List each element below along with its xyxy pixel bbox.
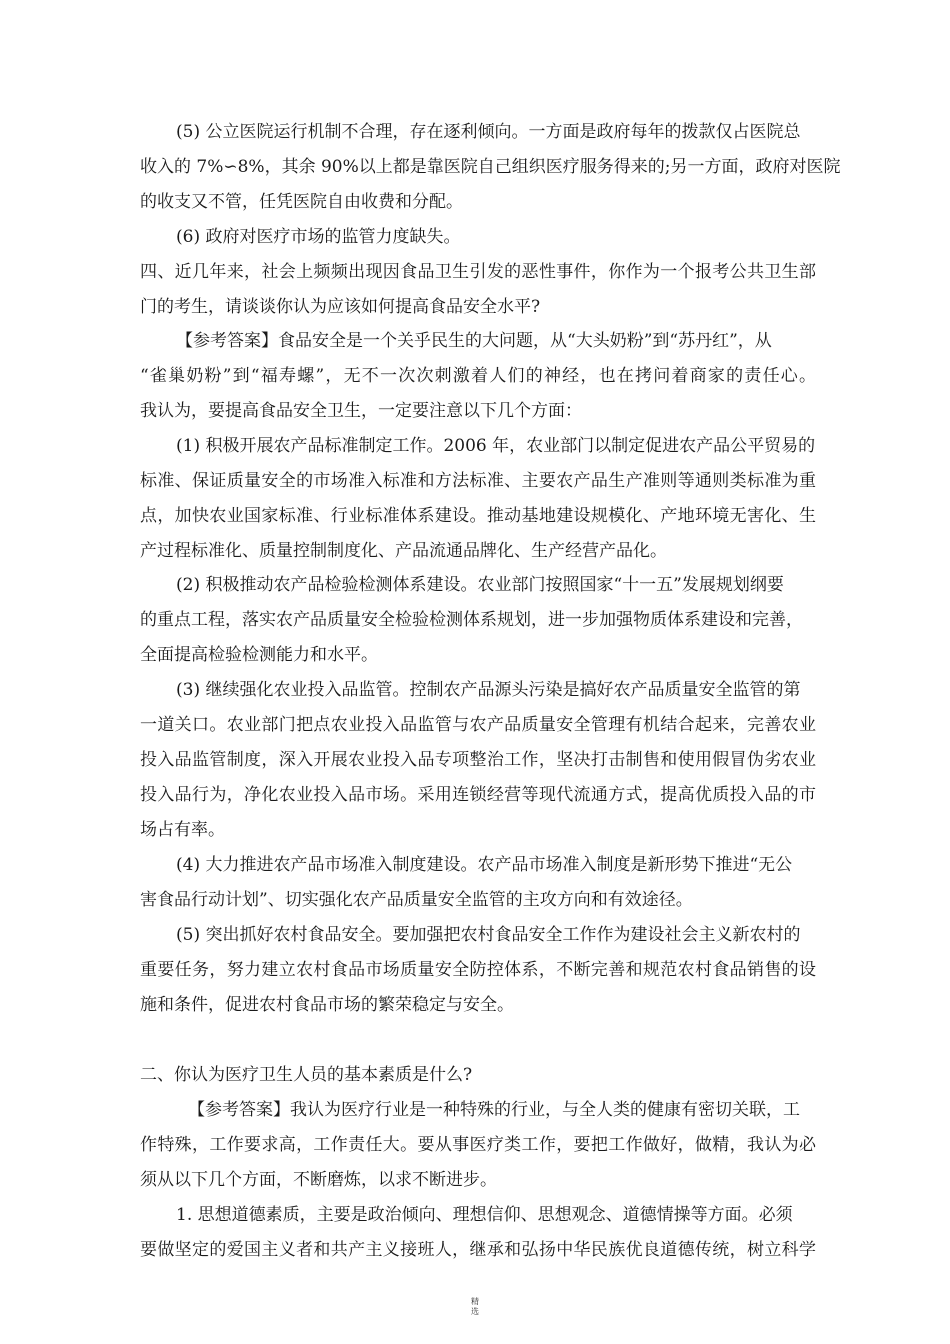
- answer-line: 【参考答案】食品安全是一个关乎民生的大问题，从“大头奶粉”到“苏丹红”，从: [176, 331, 772, 351]
- text-line: 全面提高检验检测能力和水平。: [140, 645, 378, 665]
- text-line: 施和条件，促进农村食品市场的繁荣稳定与安全。: [140, 995, 514, 1015]
- text-line: 场占有率。: [140, 820, 225, 840]
- text-line: (5) 公立医院运行机制不合理，存在逐利倾向。一方面是政府每年的拨款仅占医院总: [176, 122, 801, 142]
- text-line: 标准、保证质量安全的市场准入标准和方法标准、主要农产品生产准则等通则类标准为重: [140, 471, 816, 491]
- text-line: (6) 政府对医疗市场的监管力度缺失。: [176, 227, 461, 247]
- text-line: 的收支又不管，任凭医院自由收费和分配。: [140, 192, 463, 212]
- text-line: 要做坚定的爱国主义者和共产主义接班人，继承和弘扬中华民族优良道德传统，树立科学: [140, 1240, 816, 1260]
- text-line: (3) 继续强化农业投入品监管。控制农产品源头污染是搞好农产品质量安全监管的第: [176, 680, 801, 700]
- question-heading: 门的考生，请谈谈你认为应该如何提高食品安全水平?: [140, 297, 541, 317]
- answer-line: “雀巢奶粉”到“福寿螺”，无不一次次刺激着人们的神经，也在拷问着商家的责任心。: [140, 366, 816, 386]
- text-line: (5) 突出抓好农村食品安全。要加强把农村食品安全工作作为建设社会主义新农村的: [176, 925, 801, 945]
- footer-char: 精: [471, 1297, 479, 1306]
- text-line: 点，加快农业国家标准、行业标准体系建设。推动基地建设规模化、产地环境无害化、生: [140, 506, 816, 526]
- text-line: 一道关口。农业部门把点农业投入品监管与农产品质量安全管理有机结合起来，完善农业: [140, 715, 816, 735]
- page-footer-mark: [465, 1297, 485, 1317]
- text-line: (4) 大力推进农产品市场准入制度建设。农产品市场准入制度是新形势下推进“无公: [176, 855, 793, 875]
- text-line: 产过程标准化、质量控制制度化、产品流通品牌化、生产经营产品化。: [140, 541, 667, 561]
- text-line: 的重点工程，落实农产品质量安全检验检测体系规划，进一步加强物质体系建设和完善，: [140, 610, 803, 630]
- text-line: 投入品行为，净化农业投入品市场。采用连锁经营等现代流通方式，提高优质投入品的市: [140, 785, 816, 805]
- answer-line: 【参考答案】我认为医疗行业是一种特殊的行业，与全人类的健康有密切关联，工: [188, 1100, 800, 1120]
- question-heading: 二、你认为医疗卫生人员的基本素质是什么?: [140, 1065, 473, 1085]
- question-heading: 四、近几年来，社会上频频出现因食品卫生引发的恶性事件，你作为一个报考公共卫生部: [140, 262, 816, 282]
- answer-line: 我认为，要提高食品安全卫生，一定要注意以下几个方面：: [140, 401, 582, 421]
- text-line: 重要任务，努力建立农村食品市场质量安全防控体系，不断完善和规范农村食品销售的设: [140, 960, 816, 980]
- text-line: 1. 思想道德素质，主要是政治倾向、理想信仰、思想观念、道德情操等方面。必须: [176, 1205, 793, 1225]
- footer-char: 选: [471, 1307, 479, 1316]
- text-line: 收入的 7%∽8%，其余 90%以上都是靠医院自己组织医疗服务得来的;另一方面，政府对医院: [140, 157, 841, 177]
- answer-line: 须从以下几个方面，不断磨炼，以求不断进步。: [140, 1170, 497, 1190]
- text-line: 害食品行动计划”、切实强化农产品质量安全监管的主攻方向和有效途径。: [140, 890, 693, 910]
- answer-line: 作特殊，工作要求高，工作责任大。要从事医疗类工作，要把工作做好，做精，我认为必: [140, 1135, 816, 1155]
- text-line: (2) 积极推动农产品检验检测体系建设。农业部门按照国家“十一五”发展规划纲要: [176, 575, 784, 595]
- text-line: 投入品监管制度，深入开展农业投入品专项整治工作，坚决打击制售和使用假冒伪劣农业: [140, 750, 816, 770]
- text-line: (1) 积极开展农产品标准制定工作。2006 年，农业部门以制定促进农产品公平贸易的: [176, 436, 816, 456]
